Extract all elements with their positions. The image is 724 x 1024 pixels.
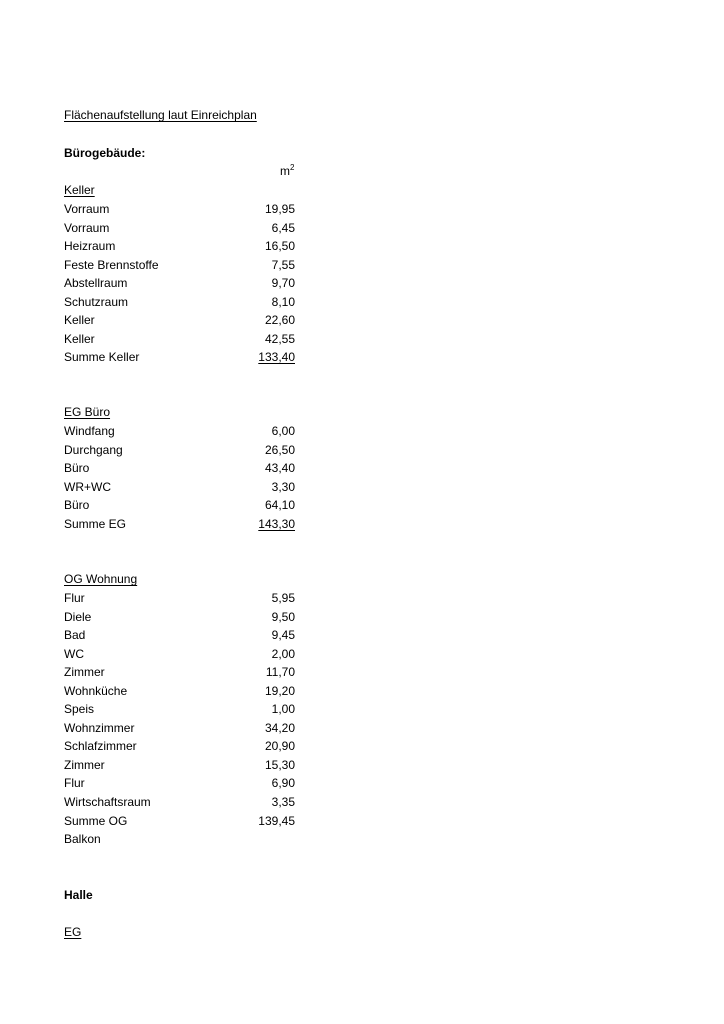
- row-value: 9,50: [271, 609, 295, 624]
- building-heading: Bürogebäude:: [64, 146, 146, 160]
- row-value: 16,50: [264, 239, 295, 253]
- balkon-label: Balkon: [64, 832, 101, 846]
- row-value: 20,90: [264, 739, 295, 753]
- row-label: Keller: [64, 313, 95, 327]
- row-label: Flur: [64, 591, 85, 605]
- row-label: Heizraum: [64, 239, 116, 253]
- row-value: 2,00: [271, 646, 295, 661]
- row-label: Flur: [64, 776, 85, 790]
- row-label: Speis: [64, 702, 95, 716]
- row-value: 6,00: [271, 424, 295, 438]
- row-label: Wohnküche: [64, 683, 128, 698]
- row-label: Schlafzimmer: [64, 739, 137, 753]
- sum-value-og: 139,45: [258, 814, 295, 828]
- row-value: 1,00: [271, 702, 295, 716]
- row-label: Keller: [64, 331, 95, 346]
- row-value: 9,45: [271, 628, 295, 642]
- row-label: Büro: [64, 461, 90, 475]
- row-label: WC: [64, 646, 84, 661]
- row-value: 43,40: [264, 461, 295, 475]
- row-value: 19,20: [264, 683, 295, 698]
- row-label: Wirtschaftsraum: [64, 794, 151, 809]
- row-value: 3,35: [271, 794, 295, 809]
- area-unit: $m^2$: [280, 163, 295, 178]
- section-heading-eg: EG Büro: [64, 405, 111, 419]
- sum-value-keller: 133,40: [258, 350, 295, 364]
- row-value: 5,95: [271, 591, 295, 605]
- sum-label-eg: Summe EG: [64, 517, 127, 531]
- row-label: Vorraum: [64, 220, 110, 235]
- row-label: Vorraum: [64, 202, 110, 216]
- row-label: Zimmer: [64, 757, 105, 772]
- row-label: Durchgang: [64, 442, 123, 457]
- row-label: Wohnzimmer: [64, 720, 135, 735]
- row-value: 6,45: [271, 220, 295, 235]
- section-heading-halle: Halle: [64, 888, 93, 902]
- row-value: 34,20: [264, 720, 295, 735]
- sum-label-og: Summe OG: [64, 814, 128, 828]
- row-label: Schutzraum: [64, 294, 129, 309]
- row-value: 15,30: [264, 757, 295, 772]
- row-value: 22,60: [264, 313, 295, 327]
- section-heading-keller: Keller: [64, 183, 95, 197]
- row-label: Abstellraum: [64, 276, 128, 290]
- section-heading-og: OG Wohnung: [64, 572, 138, 586]
- row-label: Windfang: [64, 424, 115, 438]
- row-label: Zimmer: [64, 665, 105, 679]
- sum-value-eg: 143,30: [258, 517, 295, 531]
- document-title: Flächenaufstellung laut Einreichplan: [64, 108, 257, 122]
- row-value: 3,30: [271, 479, 295, 494]
- row-value: 9,70: [271, 276, 295, 290]
- row-label: Diele: [64, 609, 92, 624]
- row-value: 26,50: [264, 442, 295, 457]
- row-value: 42,55: [264, 331, 295, 346]
- halle-sub-heading: EG: [64, 925, 82, 939]
- row-value: 8,10: [271, 294, 295, 309]
- row-value: 11,70: [265, 665, 295, 679]
- row-label: Feste Brennstoffe: [64, 257, 159, 272]
- row-value: 6,90: [271, 776, 295, 790]
- sum-label-keller: Summe Keller: [64, 350, 140, 364]
- row-label: WR+WC: [64, 479, 111, 494]
- row-value: 7,55: [271, 257, 295, 272]
- row-value: 64,10: [264, 498, 295, 512]
- row-label: Büro: [64, 498, 90, 512]
- row-value: 19,95: [264, 202, 295, 216]
- row-label: Bad: [64, 628, 86, 642]
